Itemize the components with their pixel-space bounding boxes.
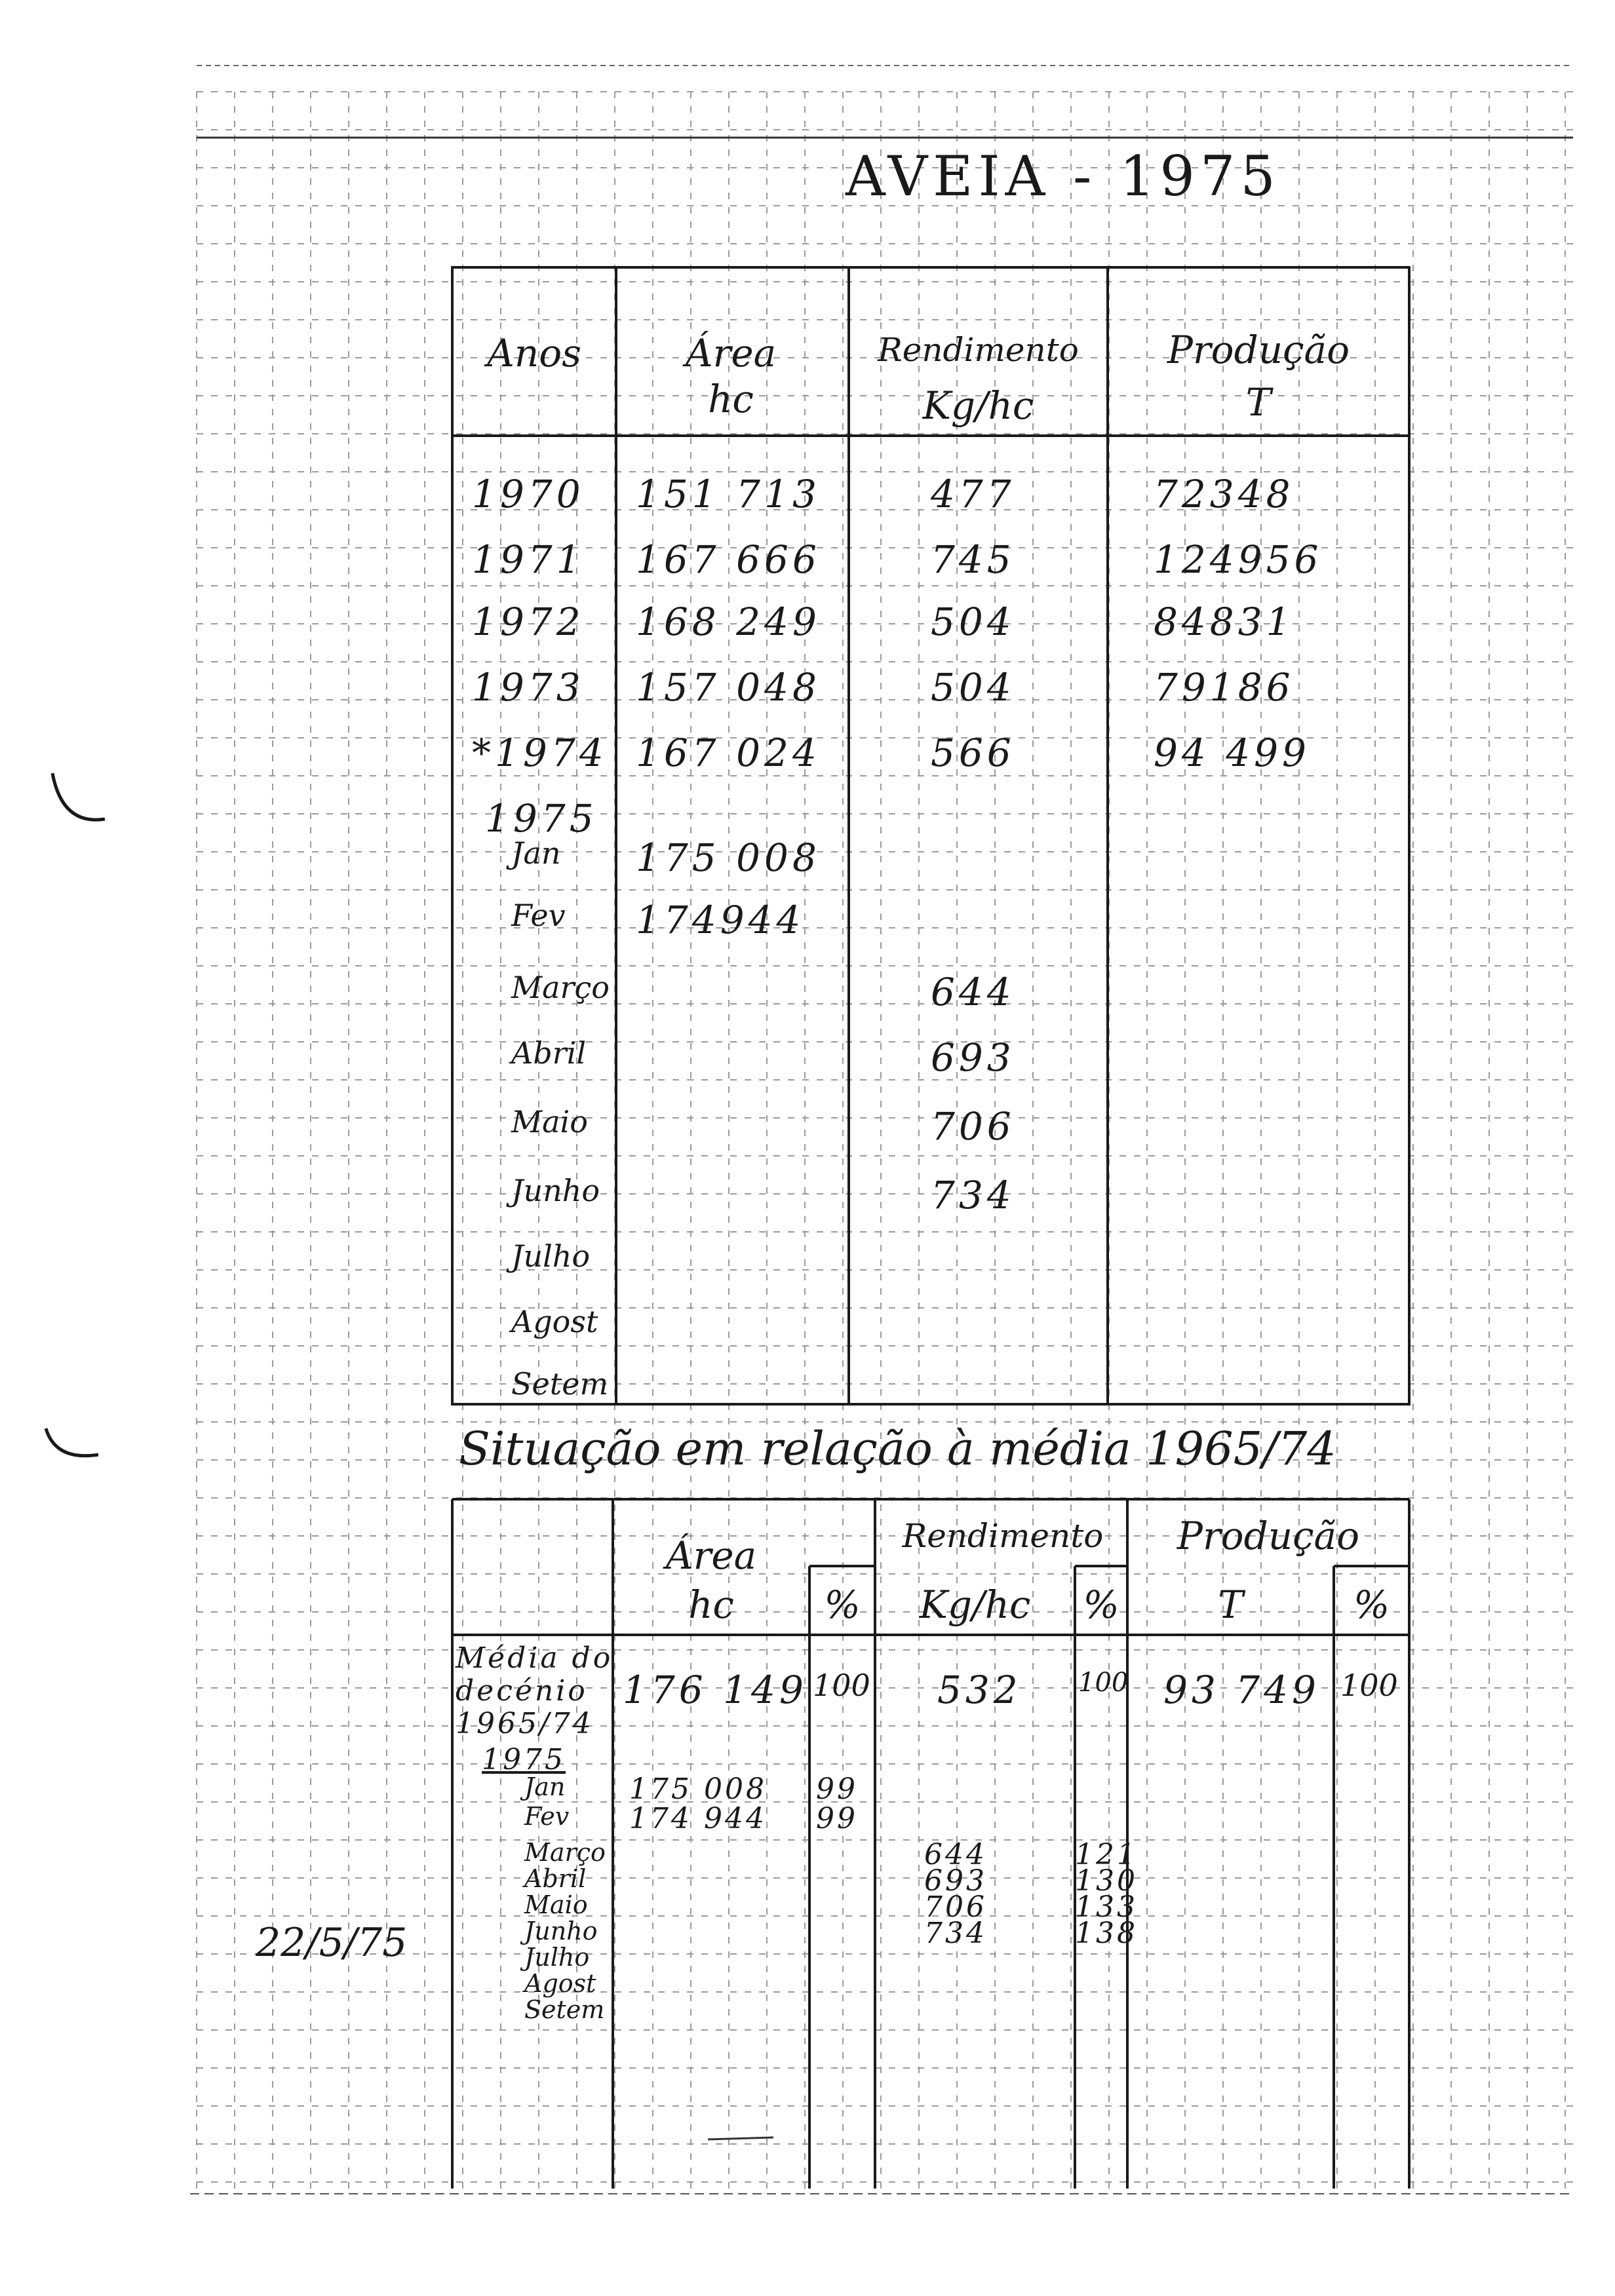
t2-media-area: 176 149 — [623, 1668, 808, 1712]
t1-header-area-unit: hc — [708, 377, 754, 421]
t1-rend-cell: 745 — [931, 537, 1015, 582]
t1-ano-cell: Setem — [511, 1366, 609, 1402]
t2-header-rend-unit: Kg/hc — [919, 1582, 1031, 1627]
t2-area-cell: 174 944 — [629, 1802, 767, 1835]
t2-area-pct-cell: 99 — [816, 1802, 858, 1835]
t1-area-cell: 174944 — [636, 898, 805, 942]
t1-prod-cell: 84831 — [1154, 600, 1294, 644]
t2-media-area-pct: 100 — [813, 1668, 870, 1703]
t2-media-label-3: 1965/74 — [456, 1707, 594, 1740]
t2-header-prod-unit: T — [1218, 1582, 1243, 1627]
t2-header-area-pct: % — [824, 1582, 861, 1627]
t2-rend-pct-cell: 133 — [1075, 1890, 1138, 1924]
t2-media-rend: 532 — [937, 1668, 1022, 1712]
t1-ano-cell: Abril — [511, 1035, 587, 1071]
t2-header-area: Área — [665, 1533, 757, 1578]
t2-rend-cell: 734 — [924, 1917, 987, 1950]
t1-ano-cell: *1974 — [472, 731, 608, 775]
t2-header-rend: Rendimento — [902, 1517, 1104, 1555]
t2-mes-cell: Agost — [524, 1969, 596, 1998]
date-note: 22/5/75 — [256, 1920, 408, 1966]
t1-rend-cell: 504 — [931, 665, 1015, 710]
t2-mes-cell: Fev — [524, 1802, 570, 1831]
t2-mes-cell: Junho — [524, 1917, 598, 1945]
t2-media-label-1: Média do — [456, 1641, 613, 1675]
t1-area-cell: 167 024 — [636, 731, 821, 775]
t2-mes-cell: Maio — [524, 1890, 588, 1919]
t1-ano-cell: Julho — [511, 1238, 591, 1274]
t1-area-cell: 168 249 — [636, 600, 821, 644]
t2-media-label-2: decénio — [456, 1674, 588, 1708]
t2-year-label: 1975 — [482, 1743, 566, 1776]
t1-ano-cell: Maio — [511, 1104, 588, 1139]
t2-rend-pct-cell: 130 — [1075, 1864, 1138, 1898]
t1-area-cell: 151 713 — [636, 472, 821, 516]
t1-area-cell: 157 048 — [636, 665, 821, 710]
t2-mes-cell: Setem — [524, 1995, 605, 2024]
t1-header-prod-unit: T — [1245, 380, 1272, 425]
t1-rend-cell: 566 — [931, 731, 1015, 775]
t1-ano-cell: Junho — [511, 1173, 600, 1208]
t2-rend-pct-cell: 121 — [1075, 1838, 1138, 1871]
t1-prod-cell: 94 499 — [1154, 731, 1310, 775]
t2-header-prod: Produção — [1177, 1514, 1360, 1558]
t1-rend-cell: 693 — [931, 1035, 1015, 1080]
t1-area-cell: 175 008 — [636, 835, 821, 880]
t1-ano-cell: Agost — [511, 1304, 598, 1339]
t2-media-rend-pct: 100 — [1078, 1668, 1129, 1698]
t1-rend-cell: 706 — [931, 1104, 1015, 1149]
t1-header-area: Área — [685, 331, 777, 375]
t1-prod-cell: 124956 — [1154, 537, 1323, 582]
section-subtitle: Situação em relação à média 1965/74 — [459, 1422, 1336, 1476]
t2-rend-cell: 693 — [924, 1864, 987, 1898]
t1-header-rend: Rendimento — [878, 331, 1079, 369]
t2-rend-cell: 706 — [924, 1890, 987, 1924]
t2-mes-cell: Abril — [524, 1864, 587, 1893]
t1-prod-cell: 72348 — [1154, 472, 1294, 516]
t2-mes-cell: Março — [524, 1838, 606, 1867]
t2-header-prod-pct: % — [1353, 1582, 1390, 1627]
t1-ano-cell: Março — [511, 970, 610, 1005]
t1-rend-cell: 644 — [931, 970, 1015, 1014]
page-title: AVEIA - 1975 — [846, 144, 1281, 208]
t2-area-cell: 175 008 — [629, 1772, 767, 1806]
t2-media-prod-pct: 100 — [1340, 1668, 1398, 1703]
t1-header-rend-unit: Kg/hc — [922, 383, 1034, 428]
t1-rend-cell: 734 — [931, 1173, 1015, 1217]
t2-media-prod: 93 749 — [1163, 1668, 1320, 1712]
t1-prod-cell: 79186 — [1154, 665, 1294, 710]
t2-header-area-unit: hc — [688, 1582, 734, 1627]
t1-rend-cell: 477 — [931, 472, 1015, 516]
t1-header-prod: Produção — [1167, 328, 1350, 372]
t2-mes-cell: Jan — [524, 1772, 566, 1801]
t1-ano-cell: 1973 — [472, 665, 585, 710]
t2-mes-cell: Julho — [524, 1943, 590, 1972]
t1-ano-cell: Jan — [511, 835, 561, 871]
t1-rend-cell: 504 — [931, 600, 1015, 644]
t2-rend-pct-cell: 138 — [1075, 1917, 1138, 1950]
t1-ano-cell: 1970 — [472, 472, 585, 516]
t2-header-rend-pct: % — [1083, 1582, 1119, 1627]
t1-ano-cell: 1972 — [472, 600, 585, 644]
t2-area-pct-cell: 99 — [816, 1772, 858, 1806]
t1-ano-cell: 1975 — [485, 796, 598, 841]
t1-header-anos: Anos — [487, 331, 581, 375]
t1-ano-cell: 1971 — [472, 537, 585, 582]
t2-rend-cell: 644 — [924, 1838, 987, 1871]
t1-ano-cell: Fev — [511, 898, 566, 933]
t1-area-cell: 167 666 — [636, 537, 821, 582]
